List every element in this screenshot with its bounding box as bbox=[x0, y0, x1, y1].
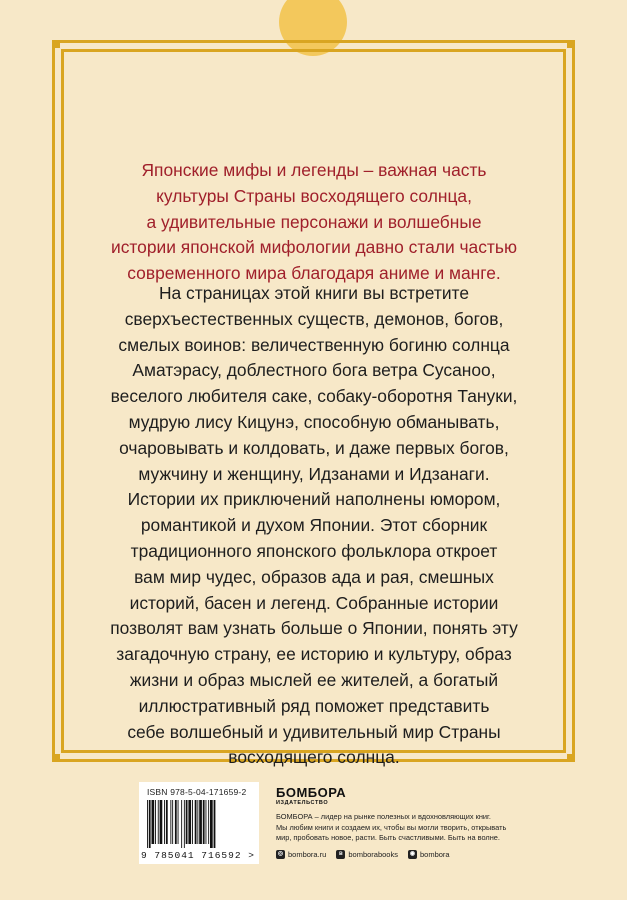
barcode-bar bbox=[203, 800, 205, 844]
frame-corner bbox=[52, 40, 60, 48]
barcode-bar bbox=[214, 800, 216, 848]
barcode-bar bbox=[172, 800, 173, 844]
frame-corner bbox=[52, 754, 60, 762]
tagline-line: Мы любим книги и создаем их, чтобы вы могли творить, открывать bbox=[276, 822, 507, 832]
barcode-bar bbox=[147, 800, 148, 848]
barcode-bar bbox=[170, 800, 171, 844]
barcode-image bbox=[146, 800, 252, 848]
body-line: восходящего солнца. bbox=[228, 747, 400, 768]
body-line: На страницах этой книги вы встретите bbox=[159, 283, 469, 303]
barcode-bar bbox=[206, 800, 207, 844]
body-line: мудрую лису Кицунэ, способную обманывать, bbox=[128, 411, 500, 432]
body-line: иллюстративный ряд поможет представить bbox=[138, 695, 490, 716]
barcode-bar bbox=[188, 800, 191, 844]
barcode-bar bbox=[192, 800, 193, 844]
barcode-bar bbox=[184, 800, 185, 848]
instagram-icon: ◉ bbox=[409, 851, 416, 857]
frame-corner bbox=[567, 40, 575, 48]
barcode-bar bbox=[164, 800, 165, 844]
publisher-subtitle: ИЗДАТЕЛЬСТВО bbox=[276, 800, 329, 806]
publisher-socials bbox=[276, 850, 450, 859]
publisher-logo: БОМБОРА bbox=[276, 785, 347, 800]
body-line: историй, басен и легенд. Собранные истории bbox=[129, 592, 499, 613]
social-instagram[interactable] bbox=[408, 850, 450, 859]
body-line: жизни и образ мыслей ее жителей, а богатый bbox=[129, 669, 499, 690]
social-label: bombora bbox=[419, 850, 450, 859]
barcode-bar bbox=[152, 800, 155, 844]
barcode-bar bbox=[181, 800, 182, 848]
barcode-bar bbox=[155, 800, 156, 844]
barcode-bar bbox=[208, 800, 209, 844]
barcode-bar bbox=[158, 800, 159, 844]
body-line: очаровывать и колдовать, и даже первых богов, bbox=[119, 437, 509, 458]
isbn-label: ISBN 978-5-04-171659-2 bbox=[147, 787, 247, 797]
body-line: себе волшебный и удивительный мир Страны bbox=[127, 721, 501, 742]
description-paragraph bbox=[84, 281, 544, 771]
barcode-bar bbox=[178, 800, 179, 844]
body-line: позволят вам узнать больше о Японии, понять эту bbox=[110, 618, 518, 639]
barcode-bar bbox=[210, 800, 213, 848]
social-label: bombora.ru bbox=[288, 850, 327, 859]
body-line: мужчину и женщину, Идзанами и Идзанаги. bbox=[138, 463, 490, 484]
barcode-bar bbox=[195, 800, 197, 844]
intro-line: культуры Страны восходящего солнца, bbox=[156, 185, 472, 206]
body-line: Аматэрасу, доблестного бога ветра Сусаноо, bbox=[132, 360, 496, 381]
body-line: сверхъестественных существ, демонов, богов, bbox=[124, 308, 504, 329]
body-line: романтикой и духом Японии. Этот сборник bbox=[140, 515, 488, 536]
barcode-bar bbox=[166, 800, 168, 844]
intro-paragraph bbox=[84, 158, 544, 287]
social-vk[interactable] bbox=[336, 850, 398, 859]
body-line: Истории их приключений наполнены юмором, bbox=[127, 489, 501, 510]
barcode-bar bbox=[186, 800, 188, 844]
social-label: bomborabooks bbox=[348, 850, 398, 859]
barcode-bar bbox=[197, 800, 198, 844]
globe-icon: ◎ bbox=[277, 851, 284, 857]
body-line: веселого любителя саке, собаку-оборотня Тануки, bbox=[110, 386, 518, 407]
barcode-bar bbox=[160, 800, 163, 844]
body-line: традиционного японского фольклора откроет bbox=[130, 540, 498, 561]
body-line: смелых воинов: величественную богиню солнца bbox=[118, 334, 510, 355]
tagline-line: мир, пробовать новое, расти. Быть счастливыми. Быть на волне. bbox=[276, 833, 500, 843]
intro-line: Японские мифы и легенды – важная часть bbox=[141, 160, 487, 180]
intro-line: а удивительные персонажи и волшебные bbox=[146, 211, 482, 232]
intro-line: современного мира благодаря аниме и манге. bbox=[127, 263, 501, 284]
publisher-tagline bbox=[276, 812, 606, 844]
barcode-bar bbox=[149, 800, 151, 848]
barcode-digits: 9 785041 716592 > bbox=[141, 850, 255, 861]
intro-line: истории японской мифологии давно стали частью bbox=[111, 237, 517, 258]
tagline-line: БОМБОРА – лидер на рынке полезных и вдохновляющих книг. bbox=[276, 812, 491, 821]
barcode-bar bbox=[199, 800, 202, 844]
barcode-bar bbox=[175, 800, 177, 844]
social-website[interactable] bbox=[276, 850, 326, 859]
vk-icon: в bbox=[336, 850, 345, 859]
frame-corner bbox=[567, 754, 575, 762]
body-line: вам мир чудес, образов ада и рая, смешных bbox=[134, 566, 494, 587]
body-line: загадочную страну, ее историю и культуру, образ bbox=[116, 644, 512, 665]
